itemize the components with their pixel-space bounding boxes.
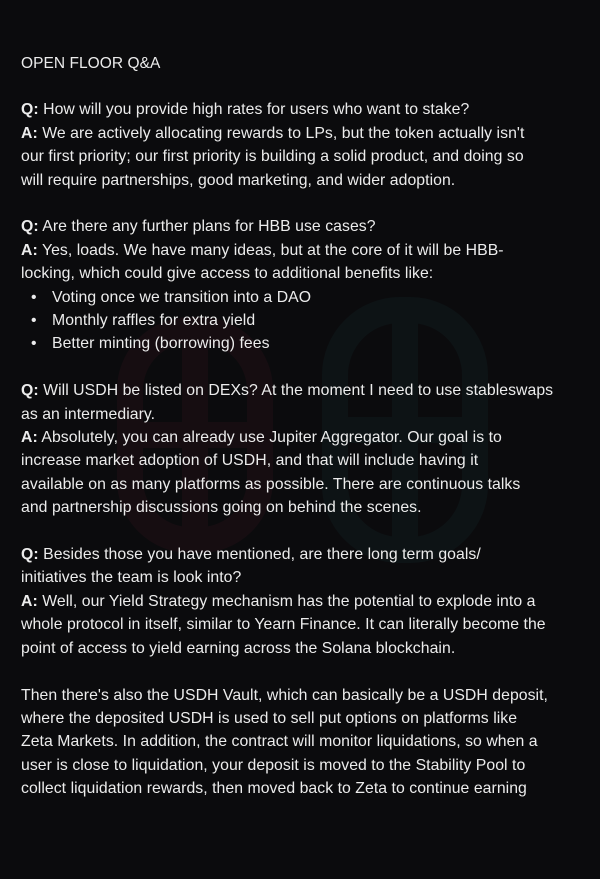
question-line	[21, 543, 591, 566]
question-text: Will USDH be listed on DEXs? At the moment I need to use stableswaps	[43, 382, 554, 400]
answer	[21, 122, 591, 192]
bullet-item: • Voting once we transition into a DAO	[21, 286, 591, 309]
question-text: How will you provide high rates for users who want to stake?	[43, 101, 470, 119]
answer	[21, 590, 591, 660]
answer-text: our first priority; our first priority is building a solid product, and doing so	[21, 148, 524, 166]
answer-line	[21, 590, 591, 613]
answer-text: Absolutely, you can already use Jupiter Aggregator. Our goal is to	[41, 429, 502, 447]
question-line	[21, 215, 591, 238]
answer-line	[21, 262, 591, 285]
closing-line: user is close to liquidation, your deposit is moved to the Stability Pool to	[21, 756, 526, 774]
answer-text: available on as many platforms as possible. There are continuous talks	[21, 475, 521, 493]
answer-label: A:	[21, 124, 38, 142]
question-label: Q:	[21, 546, 39, 564]
answer-label: A:	[21, 241, 38, 259]
question-text: Besides those you have mentioned, are there long term goals/	[43, 546, 481, 564]
closing-paragraph	[21, 684, 591, 801]
question-label: Q:	[21, 382, 39, 400]
answer-line	[21, 449, 591, 472]
answer-text: locking, which could give access to additional benefits like:	[21, 265, 434, 283]
question	[21, 215, 591, 238]
answer-line	[21, 426, 591, 449]
qa-item	[21, 215, 591, 355]
answer-text: point of access to yield earning across the Solana blockchain.	[21, 639, 456, 657]
page-title: OPEN FLOOR Q&A	[21, 55, 161, 72]
qa-document	[21, 52, 591, 824]
answer	[21, 239, 591, 286]
question	[21, 379, 591, 426]
question-line	[21, 98, 591, 121]
closing-line: Zeta Markets. In addition, the contract will monitor liquidations, so when a	[21, 733, 538, 751]
closing-line: Then there's also the USDH Vault, which can basically be a USDH deposit,	[21, 686, 548, 704]
answer-text: will require partnerships, good marketing, and wider adoption.	[21, 171, 456, 189]
answer	[21, 426, 591, 520]
answer-line	[21, 169, 591, 192]
answer-text: whole protocol in itself, similar to Yearn Finance. It can literally become the	[21, 616, 546, 634]
question-line	[21, 379, 591, 402]
qa-item	[21, 379, 591, 519]
question-text: as an intermediary.	[21, 405, 156, 423]
bullet-item: • Monthly raffles for extra yield	[21, 309, 591, 332]
answer-label: A:	[21, 429, 38, 447]
answer-line	[21, 145, 591, 168]
answer-line	[21, 613, 591, 636]
qa-item	[21, 98, 591, 192]
answer-text: and partnership discussions going on behind the scenes.	[21, 499, 422, 517]
question-label: Q:	[21, 218, 39, 236]
answer-line	[21, 239, 591, 262]
question-label: Q:	[21, 101, 39, 119]
closing-line: collect liquidation rewards, then moved back to Zeta to continue earning	[21, 780, 527, 798]
answer-line	[21, 122, 591, 145]
answer-line	[21, 496, 591, 519]
question	[21, 543, 591, 590]
bullet-item: • Better minting (borrowing) fees	[21, 332, 591, 355]
qa-list	[21, 98, 591, 660]
answer-text: Well, our Yield Strategy mechanism has the potential to explode into a	[42, 592, 536, 610]
answer-label: A:	[21, 592, 38, 610]
qa-item	[21, 543, 591, 660]
question-line	[21, 403, 591, 426]
answer-line	[21, 637, 591, 660]
answer-line	[21, 473, 591, 496]
question-line	[21, 566, 591, 589]
bullet-list	[21, 286, 591, 356]
answer-text: increase market adoption of USDH, and that will include having it	[21, 452, 479, 470]
answer-text: Yes, loads. We have many ideas, but at the core of it will be HBB-	[41, 241, 504, 259]
question	[21, 98, 591, 121]
closing-line: where the deposited USDH is used to sell put options on platforms like	[21, 709, 518, 727]
answer-text: We are actively allocating rewards to LPs, but the token actually isn't	[42, 124, 525, 142]
question-text: initiatives the team is look into?	[21, 569, 242, 587]
question-text: Are there any further plans for HBB use cases?	[42, 218, 376, 236]
